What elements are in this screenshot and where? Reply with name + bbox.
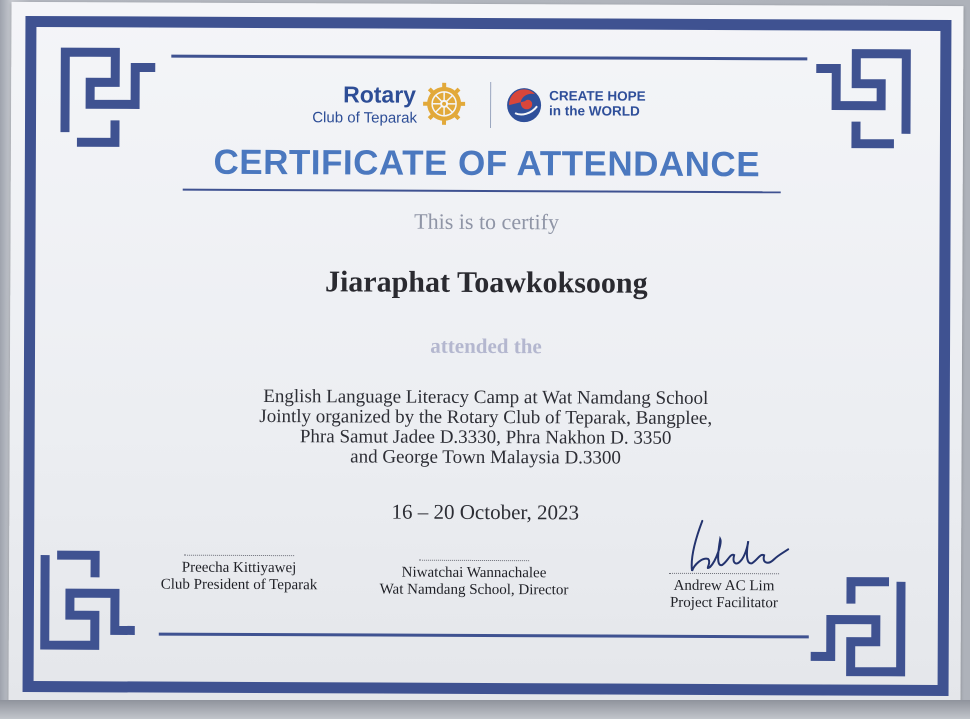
attended-text: attended the <box>430 333 542 359</box>
campaign-line-2: in the WORLD <box>549 103 640 119</box>
greek-key-corner-icon <box>55 42 165 152</box>
signatory-3 <box>639 573 809 613</box>
signatory-name: Niwatchai Wannachalee <box>401 564 547 582</box>
greek-key-corner-icon <box>806 43 916 153</box>
signatory-name: Andrew AC Lim <box>673 577 775 595</box>
certificate-title: CERTIFICATE OF ATTENDANCE <box>213 142 761 185</box>
signatory-role: Project Facilitator <box>669 594 778 612</box>
event-dates: 16 – 20 October, 2023 <box>391 499 580 525</box>
rotary-name: Rotary <box>343 81 417 108</box>
certify-text: This is to certify <box>414 208 560 235</box>
campaign-text <box>549 88 646 118</box>
signature-line <box>419 560 529 561</box>
header-logos <box>307 77 667 135</box>
description-line: Phra Samut Jadee D.3330, Phra Nakhon D. 3350 <box>299 426 672 449</box>
description-line: English Language Literacy Camp at Wat Namdang School <box>263 386 709 409</box>
recipient-name: Jiaraphat Toawkoksoong <box>324 265 648 300</box>
signatory-name: Preecha Kittiyawej <box>181 559 297 577</box>
signatory-1 <box>129 554 349 594</box>
description-line: and George Town Malaysia D.3300 <box>350 446 621 469</box>
signature-line <box>669 573 779 574</box>
table-surface <box>0 700 970 719</box>
event-description <box>10 386 962 470</box>
rotary-club-name: Club of Teparak <box>312 109 418 127</box>
certificate-paper <box>8 2 963 712</box>
signatory-role: Wat Namdang School, Director <box>379 581 569 599</box>
signatory-2 <box>354 559 594 599</box>
description-line: Jointly organized by the Rotary Club of Teparak, Bangplee, <box>259 406 713 429</box>
campaign-line-1: CREATE HOPE <box>549 88 646 104</box>
greek-key-corner-icon <box>801 571 911 681</box>
logo-divider <box>490 82 491 128</box>
create-hope-logo-icon <box>505 86 543 124</box>
rotary-wheel-icon <box>422 82 466 126</box>
signature-line <box>184 555 294 556</box>
signatory-role: Club President of Teparak <box>160 576 318 594</box>
